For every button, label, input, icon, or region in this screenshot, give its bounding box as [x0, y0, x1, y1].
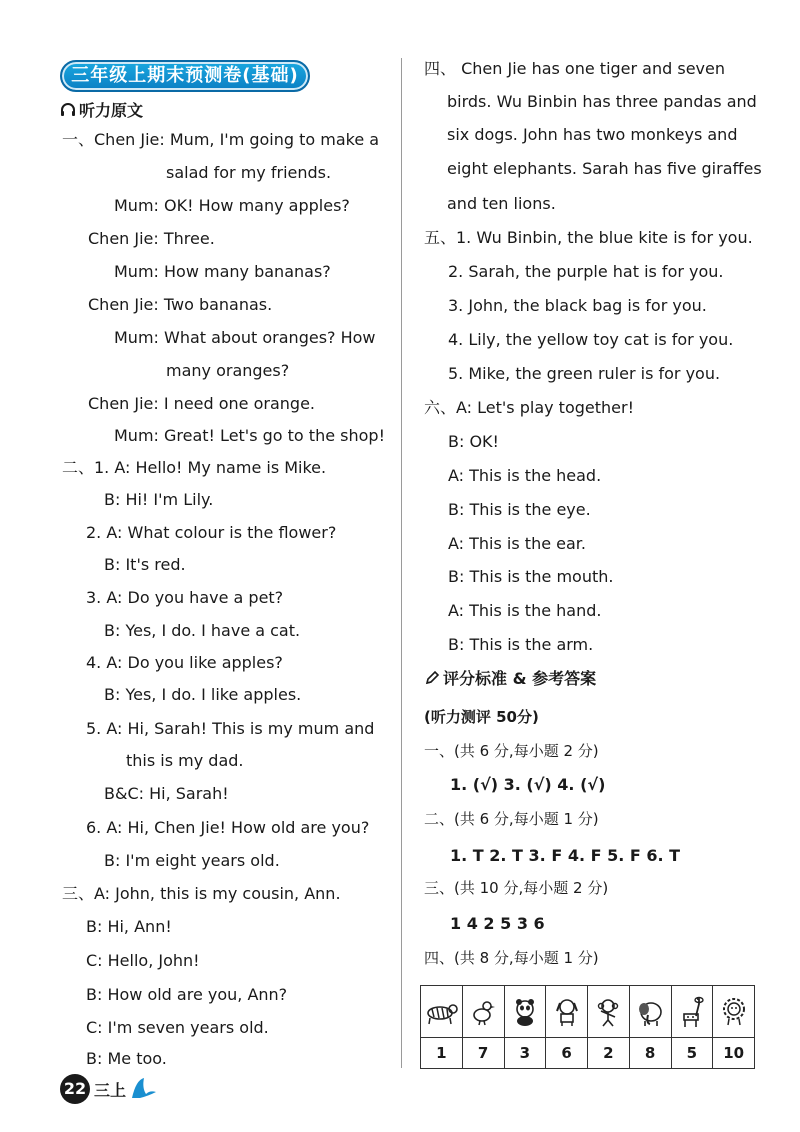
dog-icon	[552, 997, 582, 1027]
right-line: eight elephants. Sarah has five giraffes	[447, 159, 762, 178]
right-line: A: This is the hand.	[448, 601, 602, 620]
left-line: Mum: Great! Let's go to the shop!	[114, 426, 385, 445]
pencil-icon	[424, 670, 440, 686]
left-line: 二、1. A: Hello! My name is Mike.	[62, 458, 327, 477]
table-number-cell: 10	[713, 1038, 755, 1069]
bird-icon	[468, 997, 498, 1027]
left-line: C: Hello, John!	[86, 951, 200, 970]
answer-line: 1. T 2. T 3. F 4. F 5. F 6. T	[450, 846, 681, 865]
left-line: 3. A: Do you have a pet?	[86, 588, 284, 607]
table-cell	[671, 986, 713, 1038]
panda-icon	[510, 997, 540, 1027]
lion-icon	[719, 997, 749, 1027]
table-number-cell: 7	[462, 1038, 504, 1069]
right-line: 5. Mike, the green ruler is for you.	[448, 364, 721, 383]
grade-label: 三上	[94, 1081, 127, 1100]
left-line: many oranges?	[166, 361, 290, 380]
table-cell	[504, 986, 546, 1038]
right-line: 2. Sarah, the purple hat is for you.	[448, 262, 724, 281]
right-line: B: This is the eye.	[448, 500, 591, 519]
left-line: B&C: Hi, Sarah!	[104, 784, 229, 803]
left-line: B: How old are you, Ann?	[86, 985, 288, 1004]
section-heading-answers-text: 评分标准 & 参考答案	[443, 669, 597, 688]
logo-icon	[130, 1076, 158, 1100]
table-cell	[629, 986, 671, 1038]
left-line: Mum: OK! How many apples?	[114, 196, 350, 215]
answer-line: 一、(共 6 分,每小题 2 分)	[424, 742, 599, 760]
right-line: A: This is the ear.	[448, 534, 586, 553]
table-number-cell: 1	[421, 1038, 463, 1069]
right-line: six dogs. John has two monkeys and	[447, 125, 738, 144]
table-cell	[421, 986, 463, 1038]
table-number-cell: 3	[504, 1038, 546, 1069]
left-line: Mum: How many bananas?	[114, 262, 331, 281]
left-line: 一、Chen Jie: Mum, I'm going to make a	[62, 130, 380, 149]
right-line: A: This is the head.	[448, 466, 602, 485]
table-cell	[462, 986, 504, 1038]
section-heading-answers	[424, 668, 596, 690]
left-line: B: Yes, I do. I like apples.	[104, 685, 302, 704]
table-cell	[546, 986, 588, 1038]
answer-line: 三、(共 10 分,每小题 2 分)	[424, 879, 609, 897]
answer-line: 二、(共 6 分,每小题 1 分)	[424, 810, 599, 828]
answer-line: 1 4 2 5 3 6	[450, 914, 545, 933]
right-line: 四、 Chen Jie has one tiger and seven	[424, 59, 725, 78]
table-cell	[588, 986, 630, 1038]
right-line: B: This is the mouth.	[448, 567, 614, 586]
headphones-icon	[60, 102, 76, 118]
section-heading-listening-text: 听力原文	[79, 101, 144, 120]
right-line: 4. Lily, the yellow toy cat is for you.	[448, 330, 734, 349]
section-heading-listening	[60, 100, 143, 122]
elephant-icon	[634, 997, 666, 1027]
column-divider	[401, 58, 402, 1068]
left-line: B: Hi! I'm Lily.	[104, 490, 214, 509]
answer-line: (听力测评 50分)	[424, 708, 539, 726]
answer-line: 四、(共 8 分,每小题 1 分)	[424, 949, 599, 967]
giraffe-icon	[677, 996, 707, 1028]
left-line: salad for my friends.	[166, 163, 332, 182]
left-line: 4. A: Do you like apples?	[86, 653, 283, 672]
left-line: this is my dad.	[126, 751, 244, 770]
table-number-cell: 2	[588, 1038, 630, 1069]
left-line: Mum: What about oranges? How	[114, 328, 376, 347]
left-line: Chen Jie: Two bananas.	[88, 295, 273, 314]
table-number-cell: 5	[671, 1038, 713, 1069]
left-line: 三、A: John, this is my cousin, Ann.	[62, 884, 341, 903]
left-line: 5. A: Hi, Sarah! This is my mum and	[86, 719, 375, 738]
left-line: B: Me too.	[86, 1049, 167, 1068]
table-cell	[713, 986, 755, 1038]
left-line: C: I'm seven years old.	[86, 1018, 269, 1037]
monkey-icon	[593, 997, 623, 1027]
left-line: 6. A: Hi, Chen Jie! How old are you?	[86, 818, 370, 837]
answer-table	[420, 985, 755, 1069]
left-line: B: It's red.	[104, 555, 186, 574]
table-number-cell: 6	[546, 1038, 588, 1069]
left-line: B: Yes, I do. I have a cat.	[104, 621, 301, 640]
answer-line: 1. (√) 3. (√) 4. (√)	[450, 775, 606, 794]
left-line: Chen Jie: Three.	[88, 229, 215, 248]
right-line: 五、1. Wu Binbin, the blue kite is for you.	[424, 228, 753, 247]
right-line: and ten lions.	[447, 194, 556, 213]
page-number: 22	[60, 1074, 90, 1104]
tiger-icon	[424, 997, 458, 1027]
right-line: birds. Wu Binbin has three pandas and	[447, 92, 757, 111]
left-line: B: I'm eight years old.	[104, 851, 280, 870]
title-banner	[60, 60, 310, 92]
left-line: 2. A: What colour is the flower?	[86, 523, 337, 542]
right-line: B: OK!	[448, 432, 499, 451]
right-line: B: This is the arm.	[448, 635, 594, 654]
table-number-cell: 8	[629, 1038, 671, 1069]
right-line: 3. John, the black bag is for you.	[448, 296, 707, 315]
left-line: Chen Jie: I need one orange.	[88, 394, 315, 413]
right-line: 六、A: Let's play together!	[424, 398, 634, 417]
page-title: 三年级上期末预测卷(基础)	[71, 65, 299, 86]
left-line: B: Hi, Ann!	[86, 917, 172, 936]
